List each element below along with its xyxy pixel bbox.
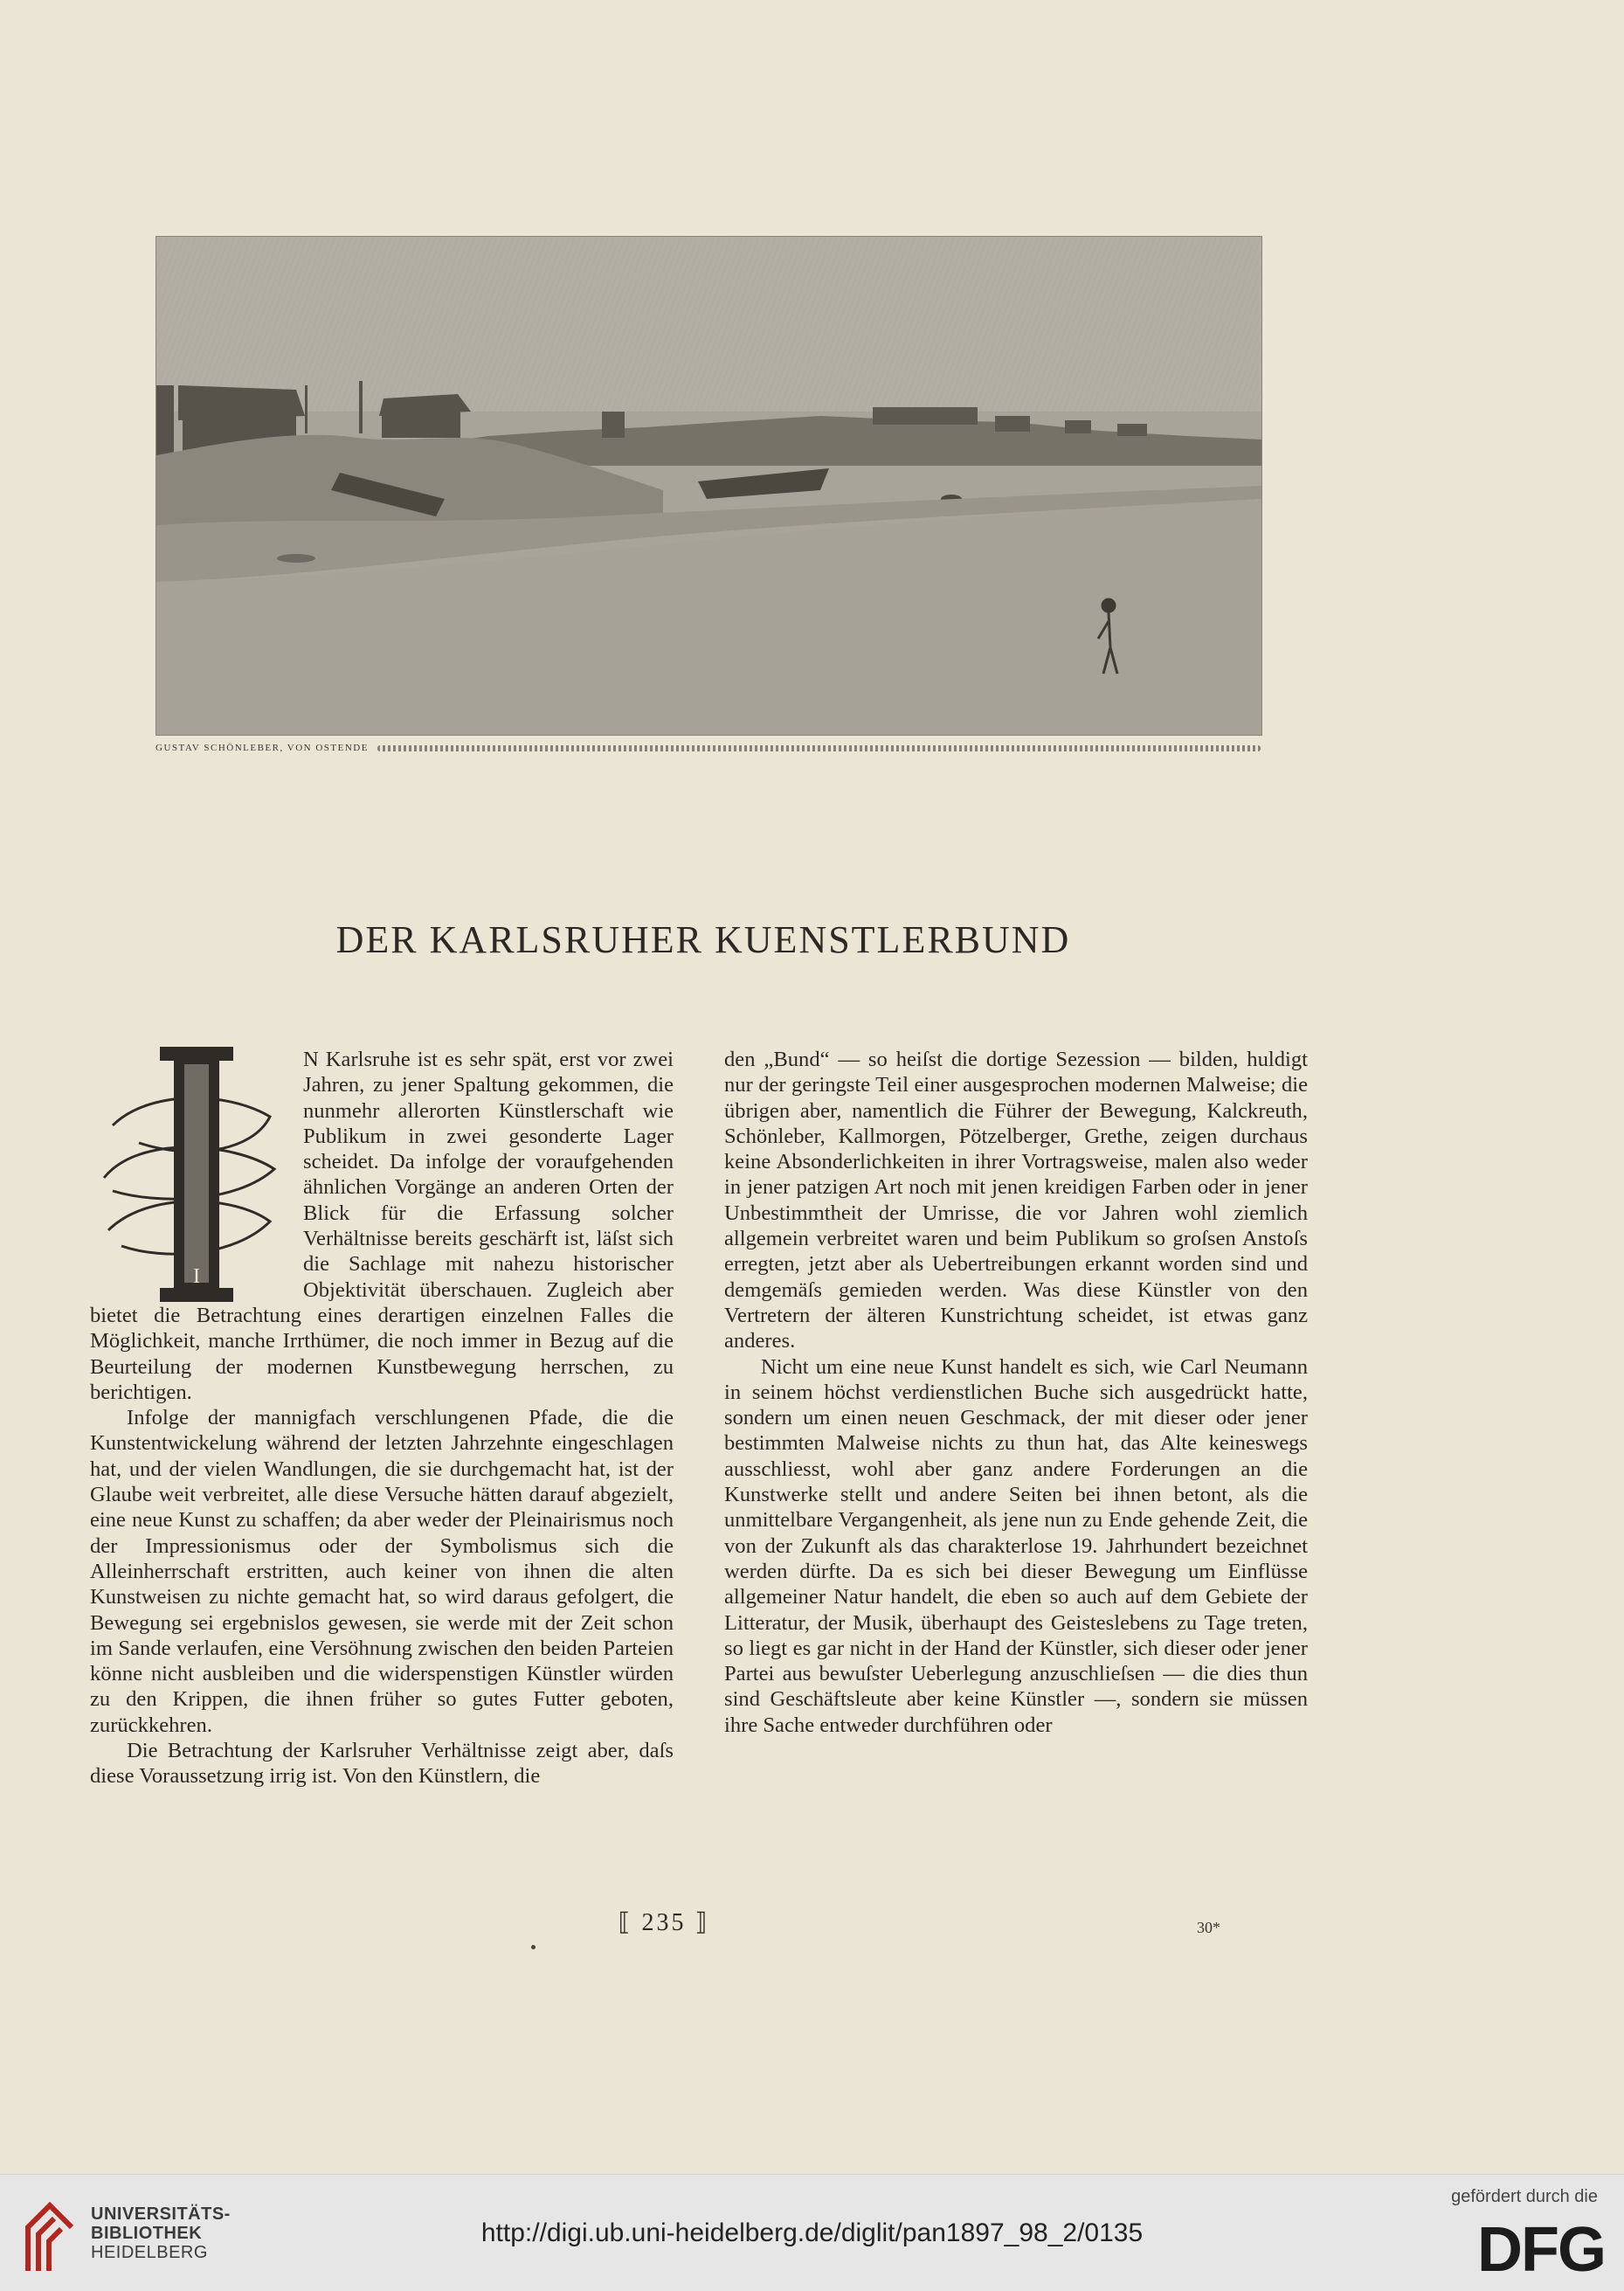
illustration-plate: [155, 236, 1262, 736]
funding-label: gefördert durch die: [1451, 2187, 1598, 2206]
drop-cap-letter: I: [193, 1265, 200, 1288]
library-name-line2: BIBLIOTHEK: [91, 2224, 203, 2243]
library-name-line3: HEIDELBERG: [91, 2243, 208, 2262]
paragraph-3: Die Betrachtung der Karlsruher Verhältnisse zeigt aber, daſs diese Voraussetzung irrig ist. Von den Künstlern, die: [90, 1739, 674, 1789]
print-speck: [531, 1945, 536, 1949]
caption-ornament-border: [377, 745, 1261, 751]
article-title: DER KARLSRUHER KUENSTLERBUND: [335, 918, 1071, 961]
text-column-left: [90, 1047, 674, 1789]
signature-mark: 30*: [1197, 1919, 1220, 1936]
permalink-url[interactable]: http://digi.ub.uni-heidelberg.de/diglit/pan1897_98_2/0135: [480, 2218, 1144, 2247]
paragraph-2: Infolge der mannigfach verschlungenen Pfade, die die Kunstentwickelung während der letzten Jahrzehnte eingeschlagen hat, und der vielen Wandlungen, die sie durchgemacht hat, ist der Glaube weit verbreitet, alle diese Versuche hätten darauf abgezielt, eine neue Kunst zu schaffen; da aber weder der Pleinairismus noch der Impressionismus oder der Symbolismus sich die Alleinherrschaft erstritten, auch keiner von ihnen die alten Kunstweisen zu nichte gemacht hat, so wird daraus gefolgert, die Bewegung sei ergebnislos gewesen, sie werde mit der Zeit schon im Sande verlaufen, eine Versöhnung zwischen den beiden Parteien könne nicht ausbleiben und die widerspenstigen Künstler würden zu den Krippen, die ihnen früher so gutes Futter geboten, zurückkehren.: [90, 1406, 674, 1737]
drop-cap-ornament-icon: [86, 1047, 296, 1302]
dfg-logo: DFG: [1477, 2215, 1605, 2285]
paragraph-1: N Karlsruhe ist es sehr spät, erst vor zwei Jahren, zu jener Spaltung gekommen, die nunmehr allerorten Künstlerschaft wie Publikum in zwei gesonderte Lager scheidet. Da infolge der voraufgehenden ähnlichen Vorgänge an anderen Orten der Blick für die Erfassung solcher Verhältnisse bereits geschärft ist, läſst sich die Sachlage mit nahezu historischer Objektivität überschauen. Zugleich aber bietet die Betrachtung eines derartigen einzelnen Falles die Möglichkeit, manche Irrthümer, die noch immer in Bezug auf die Beurteilung der modernen Kunstbewegung herrschen, zu berichtigen.: [90, 1048, 674, 1404]
caption-text: GUSTAV SCHÖNLEBER, VON OSTENDE: [155, 743, 369, 753]
page-number: ⟦ 235 ⟧: [618, 1909, 710, 1936]
library-name-line1: UNIVERSITÄTS-: [91, 2204, 231, 2224]
text-column-right: [724, 1047, 1308, 1738]
illustration-caption: [155, 741, 1261, 755]
ornamental-drop-cap: [86, 1047, 296, 1302]
digitization-banner: [0, 2174, 1624, 2291]
ostende-landscape-illustration: [156, 237, 1261, 735]
paragraph-5: Nicht um eine neue Kunst handelt es sich, wie Carl Neumann in seinem höchst verdienstlichen Buche sich ausgedrückt hatte, sondern um einen neuen Geschmack, der mit dieser oder jener bestimmten Malweise nichts zu thun hat, das Alte keineswegs ausschliesst, wohl aber ganz andere Forderungen an die Kunstwerke stellt und andere Seiten bei ihnen betont, als die unmittelbare Vergangenheit, als jene nun zu Ende gehende Zeit, die von der Zukunft als das charakterlose 19. Jahrhundert bezeichnet werden dürfte. Da es sich bei dieser Bewegung um Einflüsse allgemeiner Natur handelt, die eben so auch auf dem Gebiete der Litteratur, der Musik, überhaupt des Geisteslebens zu Tage treten, so liegt es gar nicht in der Hand der Künstler, sich dieser oder jener Partei aus bewuſster Ueberlegung anzuschlieſsen — die dies thun sind Geschäftsleute aber keine Künstler —, sondern sie müssen ihre Sache entweder durchführen oder: [724, 1354, 1308, 1737]
paragraph-4: den „Bund“ — so heiſst die dortige Sezession — bilden, huldigt nur der geringste Teil einer ausgesprochen modernen Malweise; die übrigen aber, namentlich die Führer der Bewegung, Kalckreuth, Schönleber, Kallmorgen, Pötzelberger, Grethe, zeigen durchaus keine Absonderlichkeiten in ihrer Vortragsweise, malen also weder in jener patzigen Art noch mit jenen kreidigen Farben oder in jener Unbestimmtheit der Umrisse, die vor Jahren wohl ziemlich allgemein verbreitet waren und beim Publikum so groſsen Anstoſs erregten, jetzt aber als Uebertreibungen erkannt worden sind und demgemäſs gemieden werden. Was diese Künstler von den Vertretern der älteren Kunstrichtung scheidet, ist etwas ganz anderes.: [724, 1048, 1308, 1353]
